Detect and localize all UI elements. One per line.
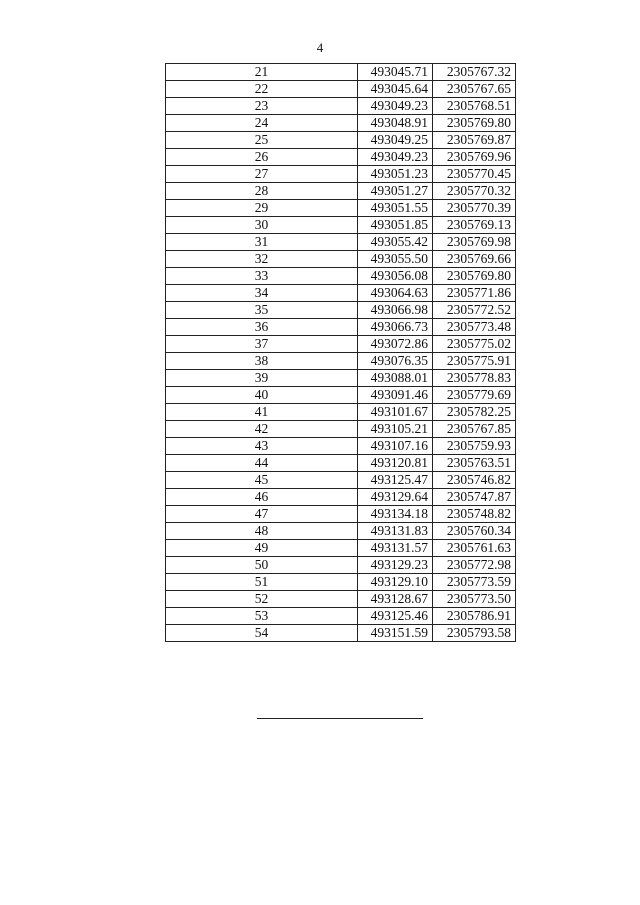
table-row	[166, 574, 516, 591]
x-coordinate-cell: 493134.18	[358, 506, 433, 523]
point-number-cell: 34	[166, 285, 358, 302]
table-row	[166, 370, 516, 387]
coordinates-table-body	[166, 64, 516, 642]
point-number-cell: 40	[166, 387, 358, 404]
x-coordinate-cell: 493125.47	[358, 472, 433, 489]
x-coordinate-cell: 493091.46	[358, 387, 433, 404]
x-coordinate-cell: 493072.86	[358, 336, 433, 353]
point-number-cell: 39	[166, 370, 358, 387]
coordinates-table	[165, 63, 516, 642]
table-row	[166, 149, 516, 166]
end-rule	[257, 718, 423, 719]
x-coordinate-cell: 493055.42	[358, 234, 433, 251]
point-number-cell: 44	[166, 455, 358, 472]
y-coordinate-cell: 2305769.87	[433, 132, 516, 149]
point-number-cell: 26	[166, 149, 358, 166]
x-coordinate-cell: 493088.01	[358, 370, 433, 387]
table-row	[166, 387, 516, 404]
x-coordinate-cell: 493051.27	[358, 183, 433, 200]
point-number-cell: 38	[166, 353, 358, 370]
table-row	[166, 421, 516, 438]
point-number-cell: 28	[166, 183, 358, 200]
table-row	[166, 557, 516, 574]
point-number-cell: 29	[166, 200, 358, 217]
y-coordinate-cell: 2305775.91	[433, 353, 516, 370]
point-number-cell: 46	[166, 489, 358, 506]
x-coordinate-cell: 493051.85	[358, 217, 433, 234]
table-row	[166, 200, 516, 217]
table-row	[166, 64, 516, 81]
y-coordinate-cell: 2305772.52	[433, 302, 516, 319]
x-coordinate-cell: 493129.64	[358, 489, 433, 506]
x-coordinate-cell: 493049.23	[358, 98, 433, 115]
table-row	[166, 336, 516, 353]
table-row	[166, 302, 516, 319]
point-number-cell: 31	[166, 234, 358, 251]
y-coordinate-cell: 2305759.93	[433, 438, 516, 455]
point-number-cell: 43	[166, 438, 358, 455]
y-coordinate-cell: 2305771.86	[433, 285, 516, 302]
table-row	[166, 353, 516, 370]
y-coordinate-cell: 2305770.45	[433, 166, 516, 183]
x-coordinate-cell: 493129.23	[358, 557, 433, 574]
point-number-cell: 48	[166, 523, 358, 540]
table-row	[166, 608, 516, 625]
point-number-cell: 52	[166, 591, 358, 608]
point-number-cell: 33	[166, 268, 358, 285]
x-coordinate-cell: 493045.71	[358, 64, 433, 81]
y-coordinate-cell: 2305773.50	[433, 591, 516, 608]
y-coordinate-cell: 2305773.48	[433, 319, 516, 336]
point-number-cell: 32	[166, 251, 358, 268]
x-coordinate-cell: 493051.23	[358, 166, 433, 183]
point-number-cell: 36	[166, 319, 358, 336]
x-coordinate-cell: 493125.46	[358, 608, 433, 625]
x-coordinate-cell: 493128.67	[358, 591, 433, 608]
y-coordinate-cell: 2305767.32	[433, 64, 516, 81]
table-row	[166, 132, 516, 149]
table-row	[166, 506, 516, 523]
y-coordinate-cell: 2305747.87	[433, 489, 516, 506]
y-coordinate-cell: 2305782.25	[433, 404, 516, 421]
y-coordinate-cell: 2305767.85	[433, 421, 516, 438]
table-row	[166, 472, 516, 489]
x-coordinate-cell: 493105.21	[358, 421, 433, 438]
y-coordinate-cell: 2305769.80	[433, 115, 516, 132]
point-number-cell: 25	[166, 132, 358, 149]
x-coordinate-cell: 493048.91	[358, 115, 433, 132]
x-coordinate-cell: 493064.63	[358, 285, 433, 302]
x-coordinate-cell: 493056.08	[358, 268, 433, 285]
table-row	[166, 234, 516, 251]
y-coordinate-cell: 2305775.02	[433, 336, 516, 353]
table-row	[166, 166, 516, 183]
point-number-cell: 24	[166, 115, 358, 132]
table-row	[166, 251, 516, 268]
point-number-cell: 47	[166, 506, 358, 523]
table-row	[166, 438, 516, 455]
x-coordinate-cell: 493131.83	[358, 523, 433, 540]
point-number-cell: 30	[166, 217, 358, 234]
table-row	[166, 625, 516, 642]
y-coordinate-cell: 2305767.65	[433, 81, 516, 98]
y-coordinate-cell: 2305772.98	[433, 557, 516, 574]
point-number-cell: 54	[166, 625, 358, 642]
y-coordinate-cell: 2305793.58	[433, 625, 516, 642]
point-number-cell: 23	[166, 98, 358, 115]
point-number-cell: 41	[166, 404, 358, 421]
y-coordinate-cell: 2305769.96	[433, 149, 516, 166]
x-coordinate-cell: 493051.55	[358, 200, 433, 217]
y-coordinate-cell: 2305768.51	[433, 98, 516, 115]
point-number-cell: 22	[166, 81, 358, 98]
x-coordinate-cell: 493055.50	[358, 251, 433, 268]
table-row	[166, 523, 516, 540]
x-coordinate-cell: 493131.57	[358, 540, 433, 557]
table-row	[166, 268, 516, 285]
point-number-cell: 37	[166, 336, 358, 353]
point-number-cell: 35	[166, 302, 358, 319]
table-row	[166, 285, 516, 302]
y-coordinate-cell: 2305786.91	[433, 608, 516, 625]
table-row	[166, 98, 516, 115]
y-coordinate-cell: 2305769.13	[433, 217, 516, 234]
y-coordinate-cell: 2305769.80	[433, 268, 516, 285]
y-coordinate-cell: 2305778.83	[433, 370, 516, 387]
point-number-cell: 21	[166, 64, 358, 81]
y-coordinate-cell: 2305748.82	[433, 506, 516, 523]
x-coordinate-cell: 493120.81	[358, 455, 433, 472]
point-number-cell: 27	[166, 166, 358, 183]
y-coordinate-cell: 2305746.82	[433, 472, 516, 489]
y-coordinate-cell: 2305770.39	[433, 200, 516, 217]
y-coordinate-cell: 2305770.32	[433, 183, 516, 200]
y-coordinate-cell: 2305760.34	[433, 523, 516, 540]
x-coordinate-cell: 493107.16	[358, 438, 433, 455]
x-coordinate-cell: 493066.73	[358, 319, 433, 336]
x-coordinate-cell: 493066.98	[358, 302, 433, 319]
y-coordinate-cell: 2305769.66	[433, 251, 516, 268]
x-coordinate-cell: 493151.59	[358, 625, 433, 642]
x-coordinate-cell: 493049.25	[358, 132, 433, 149]
table-row	[166, 489, 516, 506]
y-coordinate-cell: 2305763.51	[433, 455, 516, 472]
table-row	[166, 183, 516, 200]
point-number-cell: 49	[166, 540, 358, 557]
table-row	[166, 404, 516, 421]
point-number-cell: 45	[166, 472, 358, 489]
y-coordinate-cell: 2305779.69	[433, 387, 516, 404]
y-coordinate-cell: 2305761.63	[433, 540, 516, 557]
table-row	[166, 217, 516, 234]
x-coordinate-cell: 493101.67	[358, 404, 433, 421]
y-coordinate-cell: 2305773.59	[433, 574, 516, 591]
table-row	[166, 115, 516, 132]
point-number-cell: 51	[166, 574, 358, 591]
table-row	[166, 455, 516, 472]
page-number: 4	[316, 40, 324, 55]
point-number-cell: 53	[166, 608, 358, 625]
x-coordinate-cell: 493045.64	[358, 81, 433, 98]
x-coordinate-cell: 493049.23	[358, 149, 433, 166]
point-number-cell: 50	[166, 557, 358, 574]
table-row	[166, 81, 516, 98]
table-row	[166, 319, 516, 336]
point-number-cell: 42	[166, 421, 358, 438]
x-coordinate-cell: 493076.35	[358, 353, 433, 370]
x-coordinate-cell: 493129.10	[358, 574, 433, 591]
y-coordinate-cell: 2305769.98	[433, 234, 516, 251]
table-row	[166, 591, 516, 608]
table-row	[166, 540, 516, 557]
